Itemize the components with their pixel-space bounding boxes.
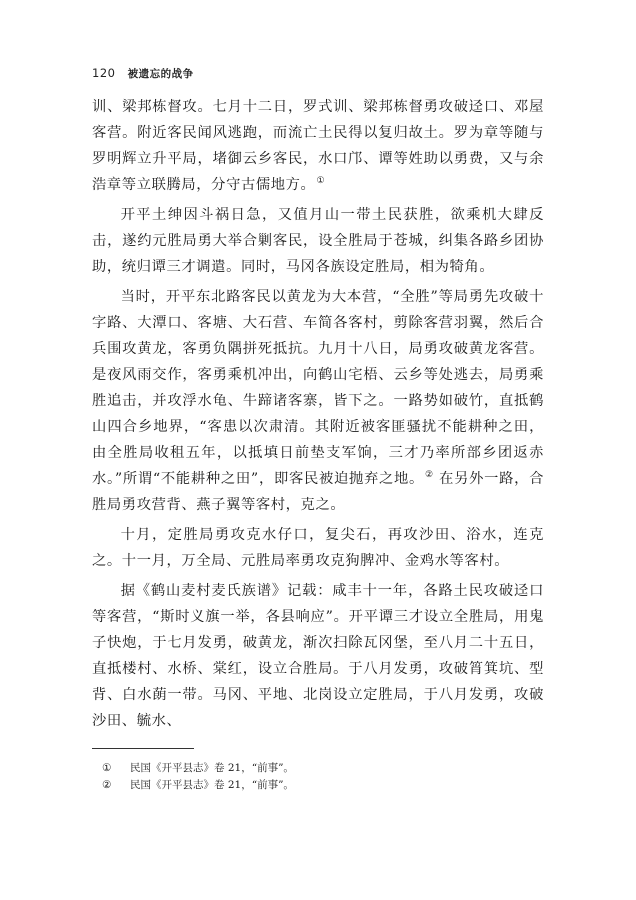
- footnote-2: [92, 777, 544, 794]
- footnotes: [92, 760, 544, 794]
- paragraph-3-continuation: 在另外一路，合胜局勇攻营背、燕子翼等客村，克之。: [92, 471, 544, 513]
- body-text: [92, 94, 544, 734]
- footnote-1-mark: ①: [102, 762, 112, 774]
- footnote-2-mark: ②: [102, 779, 112, 791]
- footnote-ref-2[interactable]: ②: [425, 470, 434, 481]
- footnote-divider: [92, 748, 194, 749]
- page-header: [92, 66, 194, 81]
- footnote-ref-1[interactable]: ①: [316, 176, 326, 187]
- footnote-1: [92, 760, 544, 777]
- footnote-1-text: 民国《开平县志》卷 21，“前事”。: [130, 762, 294, 774]
- paragraph-2: [92, 202, 544, 280]
- paragraph-5: [92, 578, 544, 734]
- paragraph-4-text: 十月，定胜局勇攻克水仔口，复尖石，再攻沙田、浴水，连克之。十一月，万全局、元胜局率勇攻克狗脾冲、金鸡水等客村。: [92, 527, 544, 569]
- page-number: 120: [92, 66, 116, 80]
- running-title: 被遗忘的战争: [127, 68, 194, 80]
- paragraph-1: [92, 94, 544, 198]
- footnote-2-text: 民国《开平县志》卷 21，“前事”。: [130, 779, 294, 791]
- paragraph-5-text: 据《鹤山麦村麦氏族谱》记载：咸丰十一年，各路土民攻破迳口等客营，“斯时义旗一举，各县响应”。开平谭三才设立全胜局，用鬼子快炮，于七月发勇，破黄龙，渐次扫除瓦冈堡，至八月二十五日，直抵楼村、水桥、棠红，设立合胜局。于八月发勇，攻破筲箕坑、型背、白水蓢一带。马冈、平地、北岗设立定胜局，于八月发勇，攻破沙田、毓水、: [92, 583, 544, 729]
- paragraph-1-text: 训、梁邦栋督攻。七月十二日，罗式训、梁邦栋督勇攻破迳口、邓屋客营。附近客民闻风逃跑，而流亡土民得以复归故土。罗为章等随与罗明辉立升平局，堵御云乡客民，水口邝、谭等姓助以勇费，又与余浩章等立联腾局，分守古儒地方。: [92, 99, 544, 193]
- paragraph-4: [92, 522, 544, 574]
- paragraph-2-text: 开平土绅因斗祸日急，又值月山一带土民获胜，欲乘机大肆反击，遂约元胜局勇大举合剿客民，设全胜局于苍城，纠集各路乡团协助，统归谭三才调遣。同时，马冈各族设定胜局，相为犄角。: [92, 207, 544, 275]
- paragraph-3: [92, 284, 544, 518]
- paragraph-3-text: 当时，开平东北路客民以黄龙为大本营，“全胜”等局勇先攻破十字路、大潭口、客塘、大石营、车简各客村，剪除客营羽翼，然后合兵围攻黄龙，客勇负隅拼死抵抗。九月十八日，局勇攻破黄龙客营。是夜风雨交作，客勇乘机冲出，向鹤山宅梧、云乡等处逃去，局勇乘胜追击，并攻浮水龟、牛蹄诸客寨，皆下之。一路势如破竹，直抵鹤山四合乡地界，“客患以次肃清。其附近被客匪骚扰不能耕种之田，由全胜局收租五年，以抵填日前垫支军饷，三才乃率所部乡团返赤水。”所谓“不能耕种之田”，即客民被迫抛弃之地。: [92, 289, 544, 487]
